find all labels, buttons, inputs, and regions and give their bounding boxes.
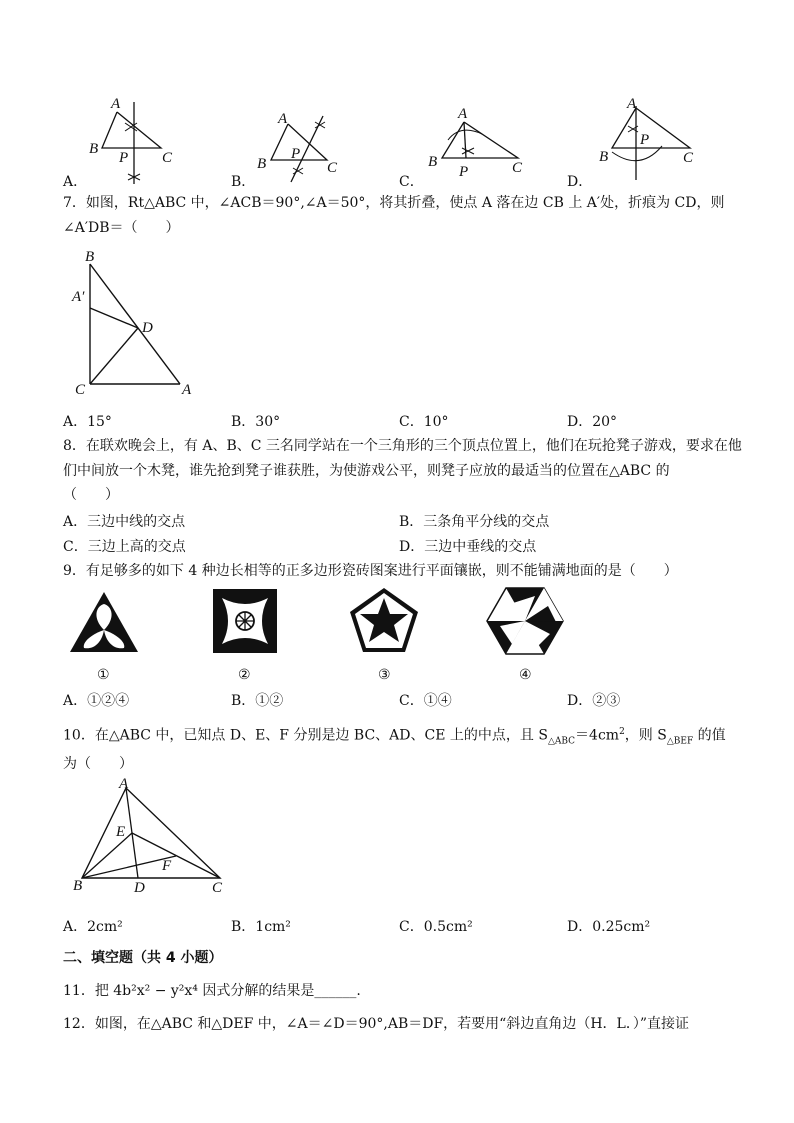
q10-option-c: C．0.5cm²	[399, 919, 473, 935]
q10-stem-line2: 为（ ）	[63, 756, 133, 772]
q6d-label-p: P	[640, 132, 650, 148]
q10-option-d: D．0.25cm²	[567, 919, 651, 935]
q9-tile-pentagon	[348, 586, 420, 656]
q6b-label-p: P	[291, 146, 301, 162]
q6b-label-c: C	[327, 160, 338, 176]
q6a-label-c: C	[162, 150, 173, 166]
q7-label-d: D	[142, 320, 153, 336]
q7-option-d: D．20°	[567, 414, 618, 430]
q6-option-c: C．	[399, 174, 424, 190]
q10-sub-bef: △BEF	[666, 736, 694, 747]
q6a-label-p: P	[119, 150, 129, 166]
q9-tile-triangle	[68, 590, 140, 654]
q8-stem-line1: 8．在联欢晚会上，有 A、B、C 三名同学站在一个三角形的三个顶点位置上，他们在玩抢凳子游戏，要求在他	[63, 438, 742, 454]
q9-fig-number-4: ④	[519, 667, 532, 683]
q10-label-c: C	[212, 880, 223, 896]
q6-figure-c	[426, 104, 536, 184]
q10-label-e: E	[116, 824, 126, 840]
q8-stem-line2: 们中间放一个木凳，谁先抢到凳子谁获胜，为使游戏公平，则凳子应放的最适当的位置在△ABC 的	[63, 463, 670, 479]
section-heading: 二、填空题（共 4 小题）	[63, 950, 223, 966]
q6c-label-b: B	[428, 154, 438, 170]
q9-option-d: D．②③	[567, 693, 621, 709]
q8-option-a: A．三边中线的交点	[63, 514, 186, 530]
q7-figure	[70, 248, 200, 403]
q7-label-c: C	[75, 382, 86, 398]
q6-option-b: B．	[231, 174, 256, 190]
q10-text-4: 的值	[693, 727, 726, 744]
q6c-label-a: A	[458, 106, 468, 122]
q7-label-b: B	[85, 249, 95, 265]
q10-label-b: B	[73, 878, 83, 894]
q7-option-a: A．15°	[63, 414, 112, 430]
q9-option-b: B．①②	[231, 693, 284, 709]
q11-stem: 11．把 4b²x² − y²x⁴ 因式分解的结果是______.	[63, 983, 361, 999]
q6-figure-a	[85, 96, 195, 186]
q10-sub-abc: △ABC	[547, 736, 576, 747]
q10-figure	[70, 778, 230, 898]
q7-option-b: B．30°	[231, 414, 281, 430]
q9-option-a: A．①②④	[63, 693, 130, 709]
q6d-label-b: B	[599, 149, 609, 165]
q6-option-a: A．	[63, 174, 88, 190]
q9-tile-hexagon	[486, 586, 564, 656]
q9-tile-square	[212, 588, 278, 654]
q9-fig-number-3: ③	[378, 667, 391, 683]
q9-option-c: C．①④	[399, 693, 452, 709]
q8-option-b: B．三条角平分线的交点	[399, 514, 550, 530]
q12-stem: 12．如图，在△ABC 和△DEF 中，∠A＝∠D＝90°,AB＝DF，若要用“斜边直角边（H．L．）”直接证	[63, 1016, 689, 1032]
q10-option-b: B．1cm²	[231, 919, 291, 935]
q10-sup: 2	[619, 727, 625, 737]
q10-label-d: D	[134, 880, 145, 896]
q6b-label-a: A	[278, 111, 288, 127]
q10-option-a: A．2cm²	[63, 919, 123, 935]
q6d-label-a: A	[627, 96, 637, 112]
q9-fig-number-2: ②	[238, 667, 251, 683]
q6d-label-c: C	[683, 150, 694, 166]
q7-option-c: C．10°	[399, 414, 449, 430]
q8-option-c: C．三边上高的交点	[63, 539, 186, 555]
q6-figure-d	[596, 96, 706, 186]
q10-stem-line1	[63, 722, 726, 751]
q6-option-d: D．	[567, 174, 593, 190]
q8-option-d: D．三边中垂线的交点	[399, 539, 537, 555]
q6c-label-c: C	[512, 160, 523, 176]
q7-label-a-prime: A′	[72, 289, 85, 305]
q6b-label-b: B	[257, 156, 267, 172]
q7-label-a: A	[182, 382, 192, 398]
q6a-label-a: A	[111, 96, 121, 112]
q9-fig-number-1: ①	[97, 667, 110, 683]
q7-stem-line1: 7．如图，Rt△ABC 中，∠ACB＝90°,∠A＝50°，将其折叠，使点 A 落在边 CB 上 A′处，折痕为 CD，则	[63, 195, 725, 211]
q7-stem-line2: ∠A′DB＝（ ）	[63, 220, 180, 236]
q10-label-f: F	[162, 858, 172, 874]
q6-figure-b	[255, 110, 365, 190]
q8-stem-line3: （ ）	[63, 487, 119, 503]
q10-text-2: ＝4cm	[575, 727, 620, 744]
q10-text-3: ，则 S	[624, 727, 667, 744]
q10-text-1: 10．在△ABC 中，已知点 D、E、F 分别是边 BC、AD、CE 上的中点，且 S	[63, 727, 548, 744]
q9-stem: 9．有足够多的如下 4 种边长相等的正多边形瓷砖图案进行平面镶嵌，则不能铺满地面的是（ ）	[63, 563, 678, 579]
q6a-label-b: B	[89, 141, 99, 157]
q6c-label-p: P	[459, 164, 469, 180]
q10-label-a: A	[119, 776, 129, 792]
